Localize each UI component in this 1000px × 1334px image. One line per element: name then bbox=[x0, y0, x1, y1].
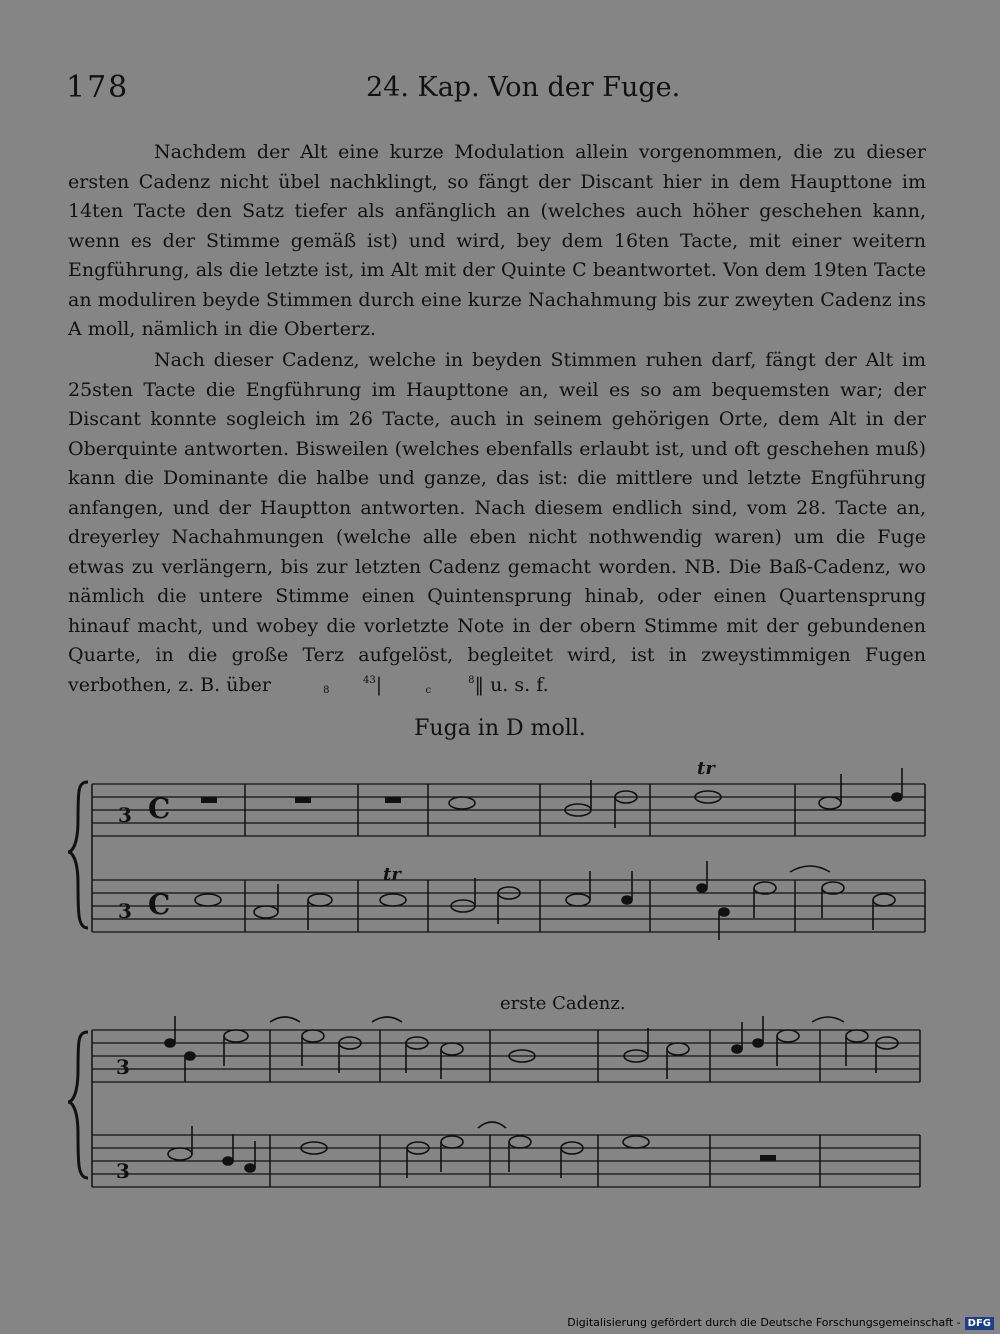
piece-title: Fuga in D moll. bbox=[414, 716, 586, 741]
system-brace bbox=[68, 1032, 88, 1178]
notes-lower bbox=[168, 1122, 649, 1178]
staff-upper bbox=[92, 1030, 920, 1082]
staff-lower bbox=[92, 1135, 920, 1187]
music-system-1 bbox=[0, 760, 1000, 950]
figured-bass-fraction bbox=[277, 676, 376, 696]
barlines bbox=[92, 1030, 920, 1187]
figured-bass-second bbox=[382, 676, 474, 696]
paragraph-2-tail: u. s. f. bbox=[490, 673, 549, 696]
clef-lower: 3 bbox=[116, 1159, 130, 1183]
dfg-logo: DFG bbox=[965, 1317, 994, 1330]
barlines bbox=[92, 784, 925, 932]
notes-upper bbox=[165, 1016, 898, 1082]
page-header bbox=[66, 70, 925, 110]
notes-upper bbox=[449, 768, 902, 828]
notes-lower bbox=[195, 861, 895, 940]
system-brace bbox=[68, 782, 88, 928]
clef-upper: 3 bbox=[118, 803, 132, 827]
staff-upper bbox=[92, 784, 925, 836]
running-head: 24. Kap. Von der Fuge. bbox=[366, 72, 681, 103]
rests bbox=[201, 797, 401, 803]
time-signature-upper: C bbox=[148, 792, 171, 825]
paragraph-2: Nach dieser Cadenz, welche in beyden Stimmen ruhen darf, fängt der Alt im 25sten Tacte die Engführung im Haupttone an, weil es so am bequemsten war; der Discant konnte sogleich im 26 Tacte, auch in seinem gehörigen Orte, dem Alt in der Oberquinte antworten. Bisweilen (welches ebenfalls erlaubt ist, und oft geschehen muß) kann die Dominante die halbe und ganze, das ist: die mittlere und letzte Engführung anfangen, und der Hauptton antworten. Nach diesem endlich sind, vom 28. Tacte an, dreyerley Nachahmungen (welche alle eben nicht nothwendig waren) um die Fuge etwas zu verlängern, bis zur letzten Cadenz gemacht worden. NB. Die Baß-Cadenz, wo nämlich die untere Stimme einen Quintensprung hinab, oder einen Quartensprung hinauf macht, und wobey die vorletzte Note in der obern Stimme mit der gebundenen Quarte, in die große Terz aufgelöst, begleitet wird, ist in zweystimmigen Fugen verbothen, z. B. über 43 8 | 8 c ‖ u. s. f. bbox=[68, 349, 926, 696]
clef-upper: 3 bbox=[116, 1055, 130, 1079]
rests bbox=[760, 1155, 776, 1161]
figured-bass-second-top: 8 bbox=[468, 674, 475, 686]
footer-text: Digitalisierung gefördert durch die Deutsche Forschungsgemeinschaft - bbox=[567, 1316, 961, 1329]
cadence-label: erste Cadenz. bbox=[500, 993, 626, 1014]
figured-bass-second-bottom: c bbox=[425, 684, 432, 696]
trill-upper: tr bbox=[697, 760, 715, 779]
paragraph-1: Nachdem der Alt eine kurze Modulation allein vorgenommen, die zu dieser ersten Cadenz nicht übel nachklingt, so fängt der Discant hier in dem Haupttone im 14ten Tacte den Satz tiefer als anfänglich an (welches auch höher geschehen kann, wenn es der Stimme gemäß ist) und wird, bey dem 16ten Tacte, mit einer weitern Engführung, als die letzte ist, im Alt mit der Quinte C beantwortet. Von dem 19ten Tacte an moduliren beyde Stimmen durch eine kurze Nachahmung bis zur zweyten Cadenz ins A moll, nämlich in die Oberterz. bbox=[68, 141, 926, 340]
paragraph-2-text: Nach dieser Cadenz, welche in beyden Stimmen ruhen darf, fängt der Alt im 25sten Tacte die Engführung im Haupttone an, weil es so am bequemsten war; der Discant konnte sogleich im 26 Tacte, auch in seinem gehörigen Orte, dem Alt in der Oberquinte antworten. Bisweilen (welches ebenfalls erlaubt ist, und oft geschehen muß) kann die Dominante die halbe und ganze, das ist: die mittlere und letzte Engführung anfangen, und der Hauptton antworten. Nach diesem endlich sind, vom 28. Tacte an, dreyerley Nachahmungen (welche alle eben nicht nothwendig waren) um die Fuge etwas zu verlängern, bis zur letzten Cadenz gemacht worden. NB. Die Baß-Cadenz, wo nämlich die untere Stimme einen Quintensprung hinab, oder einen Quartensprung hinauf macht, und wobey die vorletzte Note in der obern Stimme mit der gebundenen Quarte, in die große Terz aufgelöst, begleitet wird, ist in zweystimmigen Fugen verbothen, z. B. über bbox=[68, 349, 926, 696]
figured-bass-top: 43 bbox=[363, 674, 376, 686]
music-system-2 bbox=[0, 1010, 1000, 1200]
time-signature-lower: C bbox=[148, 888, 171, 921]
figured-bass-bottom: 8 bbox=[323, 684, 330, 696]
page-number: 178 bbox=[66, 70, 130, 105]
clef-lower: 3 bbox=[118, 899, 132, 923]
footer-credit bbox=[567, 1316, 994, 1330]
trill-lower: tr bbox=[383, 864, 401, 885]
